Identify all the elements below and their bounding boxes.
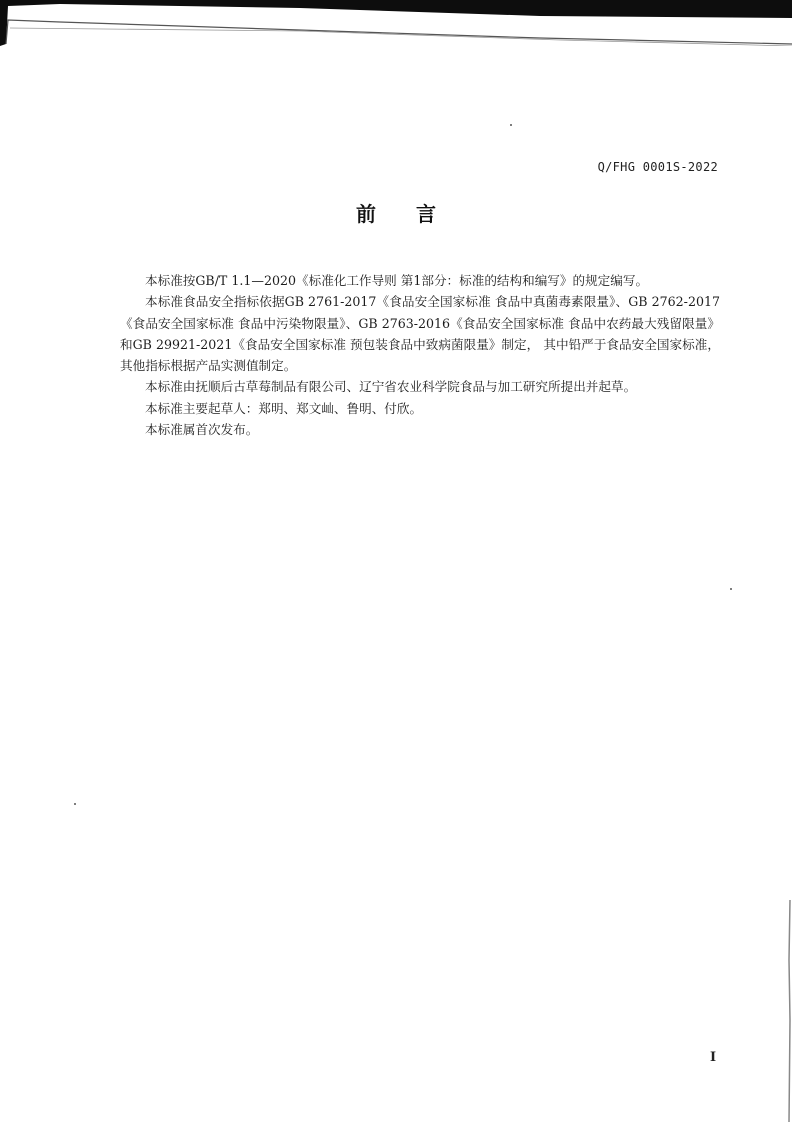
paragraph-first-release: 本标准属首次发布。 <box>145 422 259 438</box>
page-title: 前言 <box>356 202 476 226</box>
scan-speck <box>510 124 512 126</box>
paragraph-drafting-rules: 本标准按GB/T 1.1—2020《标准化工作导则 第1部分：标准的结构和编写》的规定编写。 <box>145 273 649 288</box>
paragraph-drafters: 本标准主要起草人：郑明、郑文屾、鲁明、付欣。 <box>145 400 423 416</box>
scan-edge-right <box>782 900 792 1122</box>
scan-speck <box>730 588 732 590</box>
scan-speck <box>74 803 76 805</box>
paragraph-safety-basis: 本标准食品安全指标依据GB 2761-2017《食品安全国家标准 食品中真菌毒素限量》、GB 2762-2017《食品安全国家标准 食品中污染物限量》、GB 2763-2016《食品安全国家标准 食品中农药最大残留限量》和GB 29921-2021《食品安全国家标准 预包装食品中致病菌限量》制定， 其中铅严于食品安全国家标准，其他指标根据产品实测值制定。 <box>120 294 720 374</box>
paragraph-proposer: 本标准由抚顺后古草莓制品有限公司、辽宁省农业科学院食品与加工研究所提出并起草。 <box>145 379 637 395</box>
page-number: I <box>710 1050 717 1065</box>
foreword-body <box>120 270 720 440</box>
scan-edge-top <box>0 0 792 46</box>
document-code: Q/FHG 0001S-2022 <box>597 160 718 174</box>
